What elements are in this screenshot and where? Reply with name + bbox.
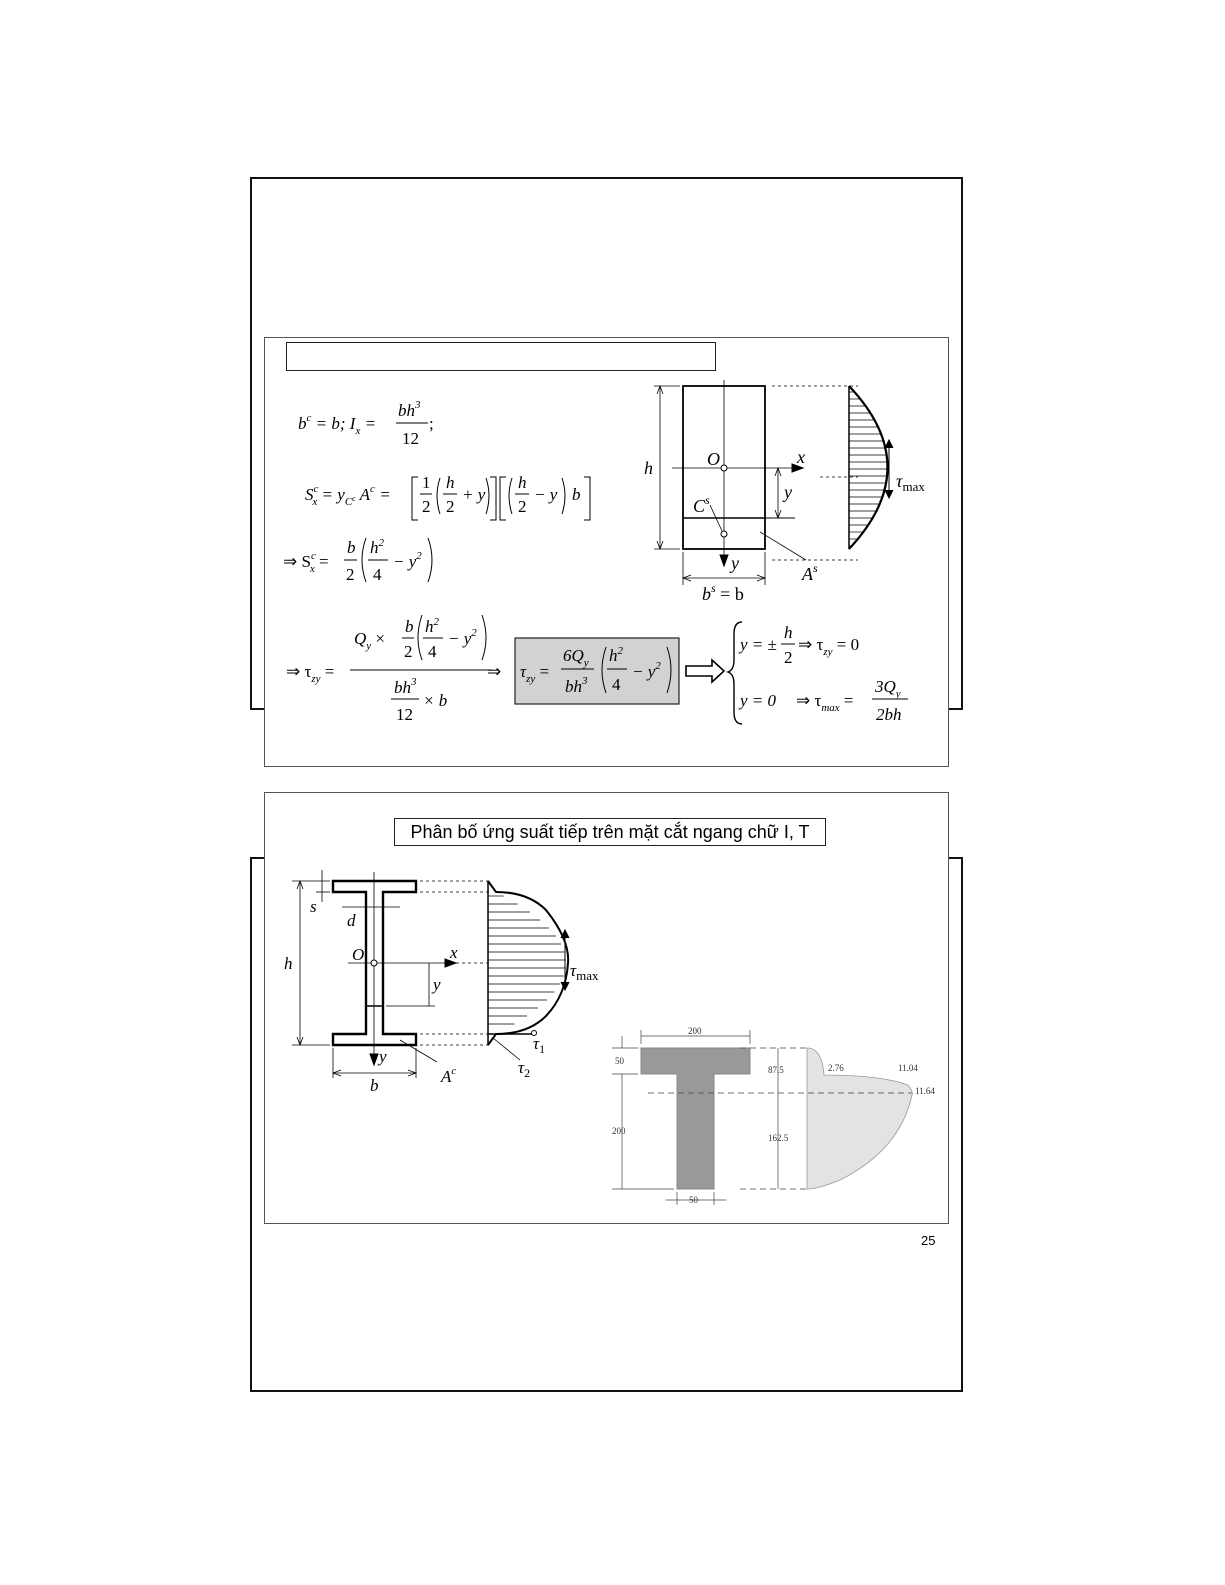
svg-text:4: 4	[612, 675, 621, 694]
svg-text:h2: $h^2$	[425, 616, 439, 636]
svg-text:b: b	[370, 1076, 379, 1095]
svg-text:12: 12	[396, 705, 413, 724]
svg-text:2.76: 2.76	[828, 1063, 844, 1073]
svg-text:2: 2	[404, 642, 413, 661]
svg-text:200: 200	[612, 1126, 626, 1136]
svg-text:h2: $h^2$	[609, 645, 623, 665]
svg-text:τmax: $\tau_{max}$	[570, 961, 599, 983]
svg-text:b: b	[405, 617, 414, 636]
svg-text:y: y	[379, 1047, 387, 1066]
svg-text:h: h	[644, 458, 653, 478]
svg-text:− y2: − $y^2$	[448, 627, 477, 648]
svg-text:4: 4	[428, 642, 437, 661]
svg-text:2: 2	[346, 565, 355, 584]
formula-line-3: ⇒ $S^c$ x =	[283, 550, 329, 575]
svg-text:x: x	[797, 447, 805, 467]
svg-text:1: 1	[422, 473, 431, 492]
svg-text:h: h	[284, 954, 293, 973]
svg-text:2: 2	[518, 497, 527, 516]
svg-text:4: 4	[373, 565, 382, 584]
svg-text:− y2: − $y^2$	[632, 660, 661, 681]
svg-text:τ2: $\tau_2$	[518, 1058, 531, 1080]
svg-text:As: $A^s$	[802, 561, 818, 584]
svg-text:− y2: − $y^2$	[393, 550, 422, 571]
svg-text:τ1: $\tau_1$	[533, 1034, 546, 1056]
formula-line-1: $b^c = b$; $I_x$ =	[298, 412, 377, 437]
t-section-diagram	[612, 1026, 935, 1205]
svg-text:Cs: $C^s$	[693, 493, 710, 516]
svg-text:y = ±: y = ±	[740, 635, 777, 654]
svg-text:b: b	[572, 485, 581, 504]
i-section-diagram	[292, 870, 569, 1078]
slide2-title: Phân bố ứng suất tiếp trên mặt cắt ngang chữ I, T	[394, 818, 826, 846]
svg-text:O: O	[352, 945, 365, 964]
svg-text:;: ;	[429, 414, 434, 433]
page-number: 25	[921, 1233, 936, 1248]
svg-text:50: 50	[689, 1195, 698, 1205]
svg-text:162.5: 162.5	[768, 1133, 789, 1143]
svg-text:50: 50	[615, 1056, 624, 1066]
svg-text:y: y	[731, 553, 739, 573]
svg-text:Ac: $A^c$	[441, 1065, 457, 1086]
svg-text:⇒ τzy = 0: ⇒ $\tau_{zy} = 0$	[798, 635, 860, 658]
svg-text:2: 2	[446, 497, 455, 516]
svg-text:y = 0: y = 0	[740, 691, 777, 710]
svg-text:b: b	[347, 538, 356, 557]
svg-text:x: x	[450, 943, 458, 962]
svg-text:6Qy: $6Q_y$	[563, 646, 589, 669]
svg-text:× b: × b	[423, 691, 448, 710]
svg-text:bh3: $bh^3$	[565, 675, 588, 696]
svg-text:3Qy: $3Q_y$	[875, 677, 901, 700]
svg-text:O: O	[707, 449, 720, 469]
svg-text:bs = b: $b^s = b$	[702, 581, 744, 604]
svg-text:d: d	[347, 911, 356, 930]
svg-text:⇒ τmax =: ⇒ $\tau_{max}$ =	[796, 691, 854, 714]
svg-text:τzy =: $\tau_{zy}$ =	[520, 662, 550, 685]
svg-text:200: 200	[688, 1026, 702, 1036]
f1-num: $bh^3$	[398, 399, 421, 420]
svg-text:2bh: 2bh	[876, 705, 902, 724]
formula-line-4: ⇒ $\tau_{zy}$ =	[286, 662, 335, 685]
svg-text:Qy ×: $Q_y$ ×	[354, 629, 386, 652]
svg-text:y: y	[433, 975, 441, 994]
svg-text:⇒: ⇒	[487, 662, 502, 681]
svg-text:h: h	[518, 473, 527, 492]
svg-text:+ y: + y	[462, 485, 486, 504]
svg-text:87.5: 87.5	[768, 1065, 784, 1075]
svg-text:2: 2	[422, 497, 431, 516]
svg-text:11.04: 11.04	[898, 1063, 918, 1073]
i-section-labels	[284, 897, 599, 1095]
svg-text:bh3: $bh^3$	[394, 676, 417, 697]
svg-text:y: y	[784, 482, 792, 502]
formula-line-2: $S^c$ $x = y_C^c$ $A^c$ =	[305, 483, 391, 508]
svg-text:τmax: $\tau_{max}$	[896, 471, 925, 494]
svg-text:− y: − y	[534, 485, 558, 504]
svg-text:h2: $h^2$	[370, 537, 384, 557]
svg-text:h: h	[784, 623, 793, 642]
svg-text:s: s	[310, 897, 317, 916]
svg-text:2: 2	[784, 648, 793, 667]
f1-den: 12	[402, 429, 419, 448]
svg-text:h: h	[446, 473, 455, 492]
svg-text:11.64: 11.64	[915, 1086, 935, 1096]
